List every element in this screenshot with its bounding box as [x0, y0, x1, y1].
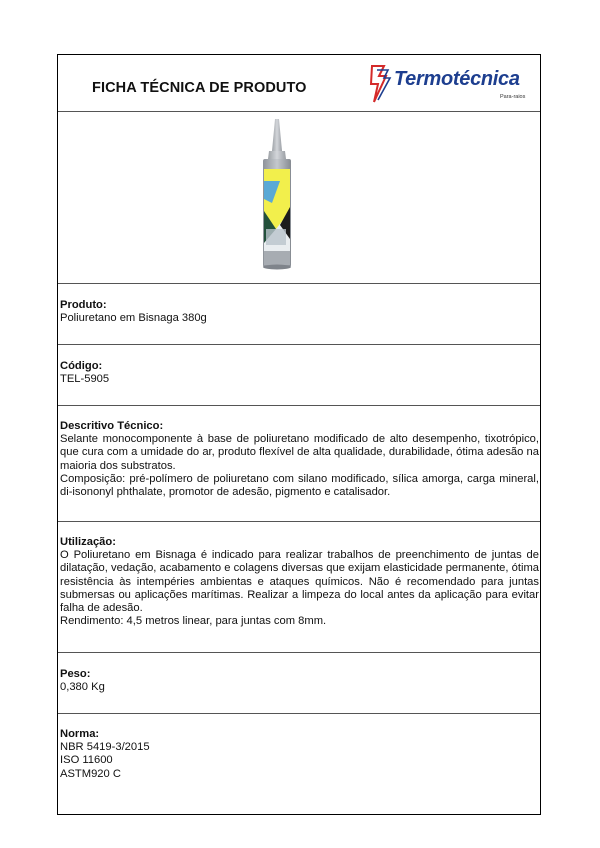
logo-tagline: Para-raios — [500, 94, 526, 100]
produto-value: Poliuretano em Bisnaga 380g — [60, 312, 207, 325]
norma-label: Norma: — [60, 728, 100, 740]
peso-label: Peso: — [60, 668, 91, 680]
utilizacao-label: Utilização: — [60, 536, 116, 548]
produto-label: Produto: — [60, 299, 107, 311]
logo-wordmark: Termotécnica — [394, 68, 520, 90]
section-peso — [60, 668, 539, 694]
section-divider — [58, 344, 540, 345]
sealant-cartridge-icon — [58, 111, 542, 283]
section-norma — [60, 728, 539, 781]
company-logo — [368, 62, 538, 106]
page-title: FICHA TÉCNICA DE PRODUTO — [92, 80, 307, 96]
datasheet-header — [58, 55, 540, 112]
descritivo-label: Descritivo Técnico: — [60, 420, 164, 432]
norma-line: NBR 5419-3/2015 — [60, 741, 150, 754]
section-divider — [58, 283, 540, 284]
codigo-value: TEL-5905 — [60, 373, 110, 386]
section-descritivo — [60, 420, 539, 499]
product-image — [58, 111, 540, 283]
utilizacao-paragraph-1: O Poliuretano em Bisnaga é indicado para realizar trabalhos de preenchimento de juntas de dilatação, vedação, acabamento e colagens diversas que exijam elasticidade permanente, ótima resistência às intempéries ambientas e ataques químicos. Não é recomendado para juntas submersas ou aplicações marítimas. Realizar a limpeza do local antes da aplicação para evitar falha de adesão. — [60, 549, 539, 615]
section-divider — [58, 405, 540, 406]
utilizacao-paragraph-2: Rendimento: 4,5 metros linear, para juntas com 8mm. — [60, 615, 327, 628]
descritivo-paragraph-2: Composição: pré-polímero de poliuretano com silano modificado, sílica amorga, carga mineral, di-isononyl phthalate, promotor de adesão, pigmento e catalisador. — [60, 472, 539, 499]
norma-line: ISO 11600 — [60, 754, 113, 767]
codigo-label: Código: — [60, 360, 103, 372]
section-divider — [58, 521, 540, 522]
section-produto — [60, 299, 539, 325]
peso-value: 0,380 Kg — [60, 681, 105, 694]
norma-line: ASTM920 C — [60, 767, 121, 780]
technical-datasheet — [57, 54, 541, 815]
lightning-te-icon — [368, 64, 394, 104]
section-utilizacao — [60, 536, 539, 628]
section-codigo — [60, 360, 539, 386]
section-divider — [58, 652, 540, 653]
section-divider — [58, 713, 540, 714]
descritivo-paragraph-1: Selante monocomponente à base de poliuretano modificado de alto desempenho, tixotrópico, que cura com a umidade do ar, produto flexível de alta qualidade, durabilidade, ótima adesão na maioria dos substratos. — [60, 433, 539, 472]
